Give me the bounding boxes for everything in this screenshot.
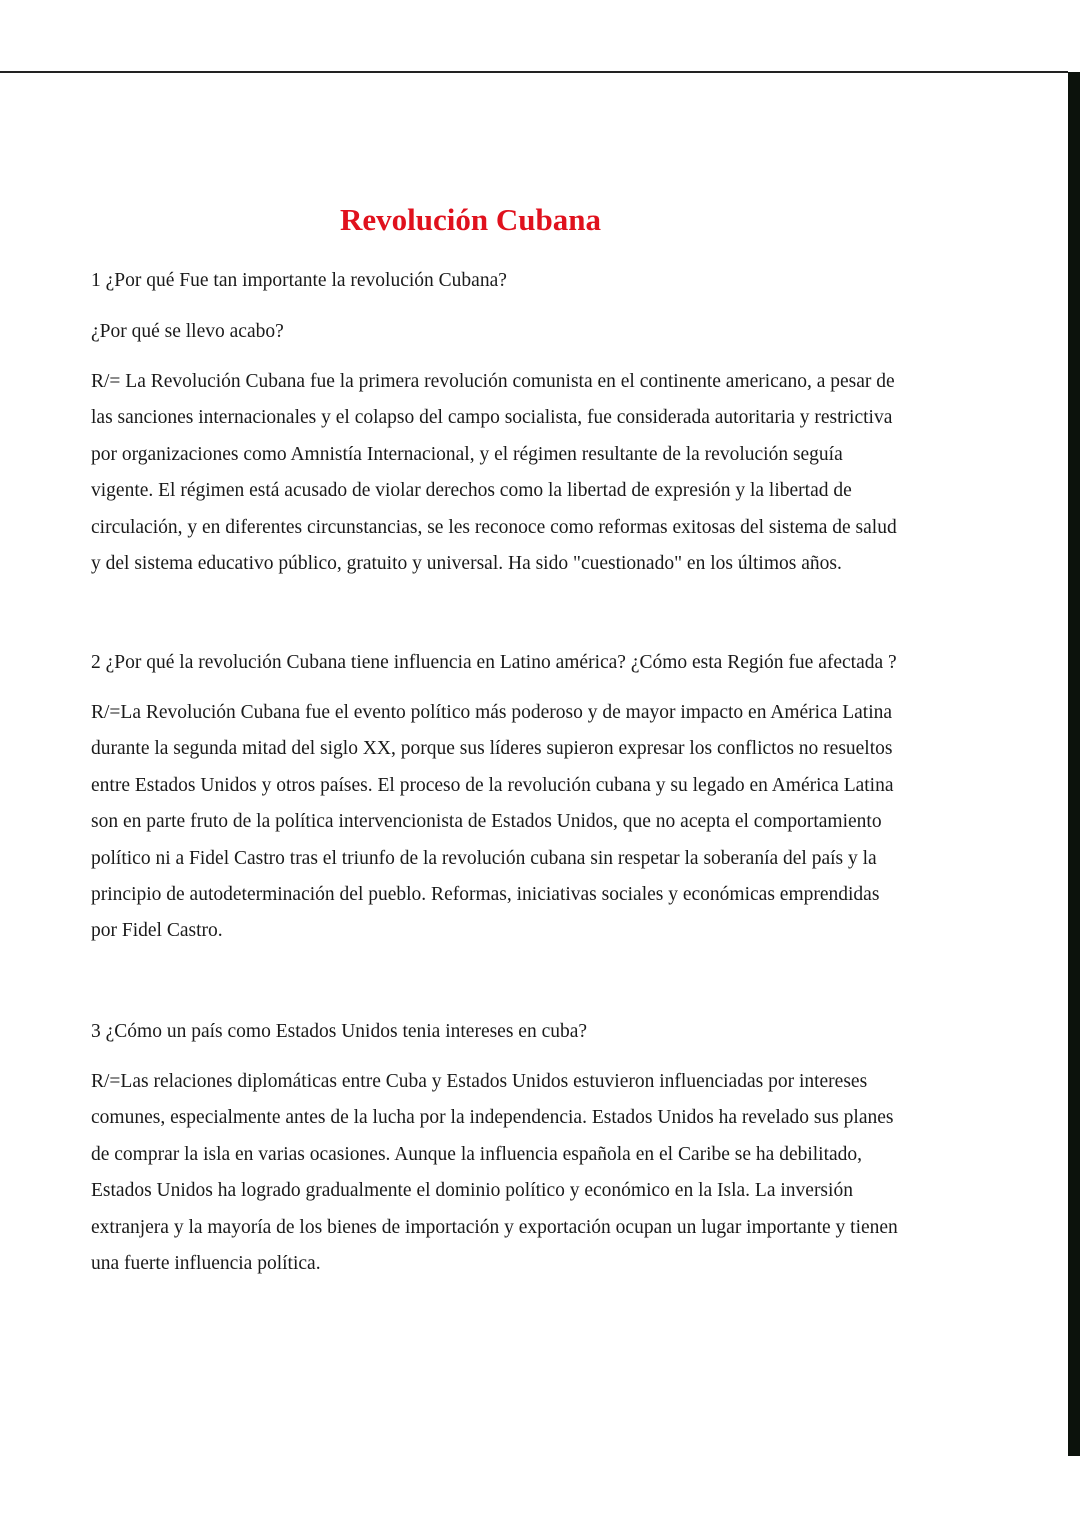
answer-3-line: Estados Unidos ha logrado gradualmente el dominio político y económico en la Isla. La inversión (91, 1180, 853, 1202)
right-edge-bar (1068, 72, 1080, 1456)
answer-2-line: entre Estados Unidos y otros países. El proceso de la revolución cubana y su legado en América Latina (91, 774, 894, 796)
answer-2-line: son en parte fruto de la política intervencionista de Estados Unidos, que no acepta el comportamiento (91, 811, 882, 833)
answer-2-line: principio de autodeterminación del pueblo. Reformas, iniciativas sociales y económicas emprendidas (91, 884, 880, 906)
answer-1-line: circulación, y en diferentes circunstancias, se les reconoce como reformas exitosas del sistema de salud (91, 516, 897, 538)
top-rule (0, 71, 1068, 73)
question-1-line-2: ¿Por qué se llevo acabo? (91, 321, 284, 342)
answer-1-line: y del sistema educativo público, gratuito y universal. Ha sido "cuestionado" en los últimos años. (91, 553, 842, 575)
question-1-line-1: 1 ¿Por qué Fue tan importante la revolución Cubana? (91, 270, 507, 291)
answer-2 (91, 695, 971, 950)
answer-2-line: durante la segunda mitad del siglo XX, porque sus líderes supieron expresar los conflictos no resueltos (91, 738, 893, 760)
answer-2-line: por Fidel Castro. (91, 920, 223, 942)
answer-1-line: las sanciones internacionales y el colapso del campo socialista, fue considerada autoritaria y restrictiva (91, 407, 893, 429)
answer-1 (91, 364, 971, 582)
answer-2-line: político ni a Fidel Castro tras el triunfo de la revolución cubana sin respetar la soberanía del país y la (91, 847, 877, 869)
answer-1-line: R/= La Revolución Cubana fue la primera revolución comunista en el continente americano, a pesar de (91, 371, 895, 392)
answer-3-line: de comprar la isla en varias ocasiones. Aunque la influencia española en el Caribe se ha debilitado, (91, 1143, 863, 1165)
question-3: 3 ¿Cómo un país como Estados Unidos tenia intereses en cuba? (91, 1021, 588, 1042)
answer-3-line: comunes, especialmente antes de la lucha por la independencia. Estados Unidos ha revelado sus planes (91, 1107, 894, 1129)
answer-3-line: una fuerte influencia política. (91, 1253, 321, 1275)
answer-1-line: vigente. El régimen está acusado de violar derechos como la libertad de expresión y la libertad de (91, 480, 852, 502)
answer-3 (91, 1064, 971, 1282)
answer-3-line: extranjera y la mayoría de los bienes de importación y exportación ocupan un lugar importante y tienen (91, 1216, 898, 1238)
page-title: Revolución Cubana (340, 202, 601, 237)
question-2: 2 ¿Por qué la revolución Cubana tiene influencia en Latino américa? ¿Cómo esta Región fue afectada ? (91, 652, 897, 673)
answer-1-line: por organizaciones como Amnistía Internacional, y el régimen resultante de la revolución seguía (91, 443, 843, 465)
answer-3-line: R/=Las relaciones diplomáticas entre Cuba y Estados Unidos estuvieron influenciadas por intereses (91, 1071, 868, 1092)
answer-2-line: R/=La Revolución Cubana fue el evento político más poderoso y de mayor impacto en América Latina (91, 702, 893, 723)
